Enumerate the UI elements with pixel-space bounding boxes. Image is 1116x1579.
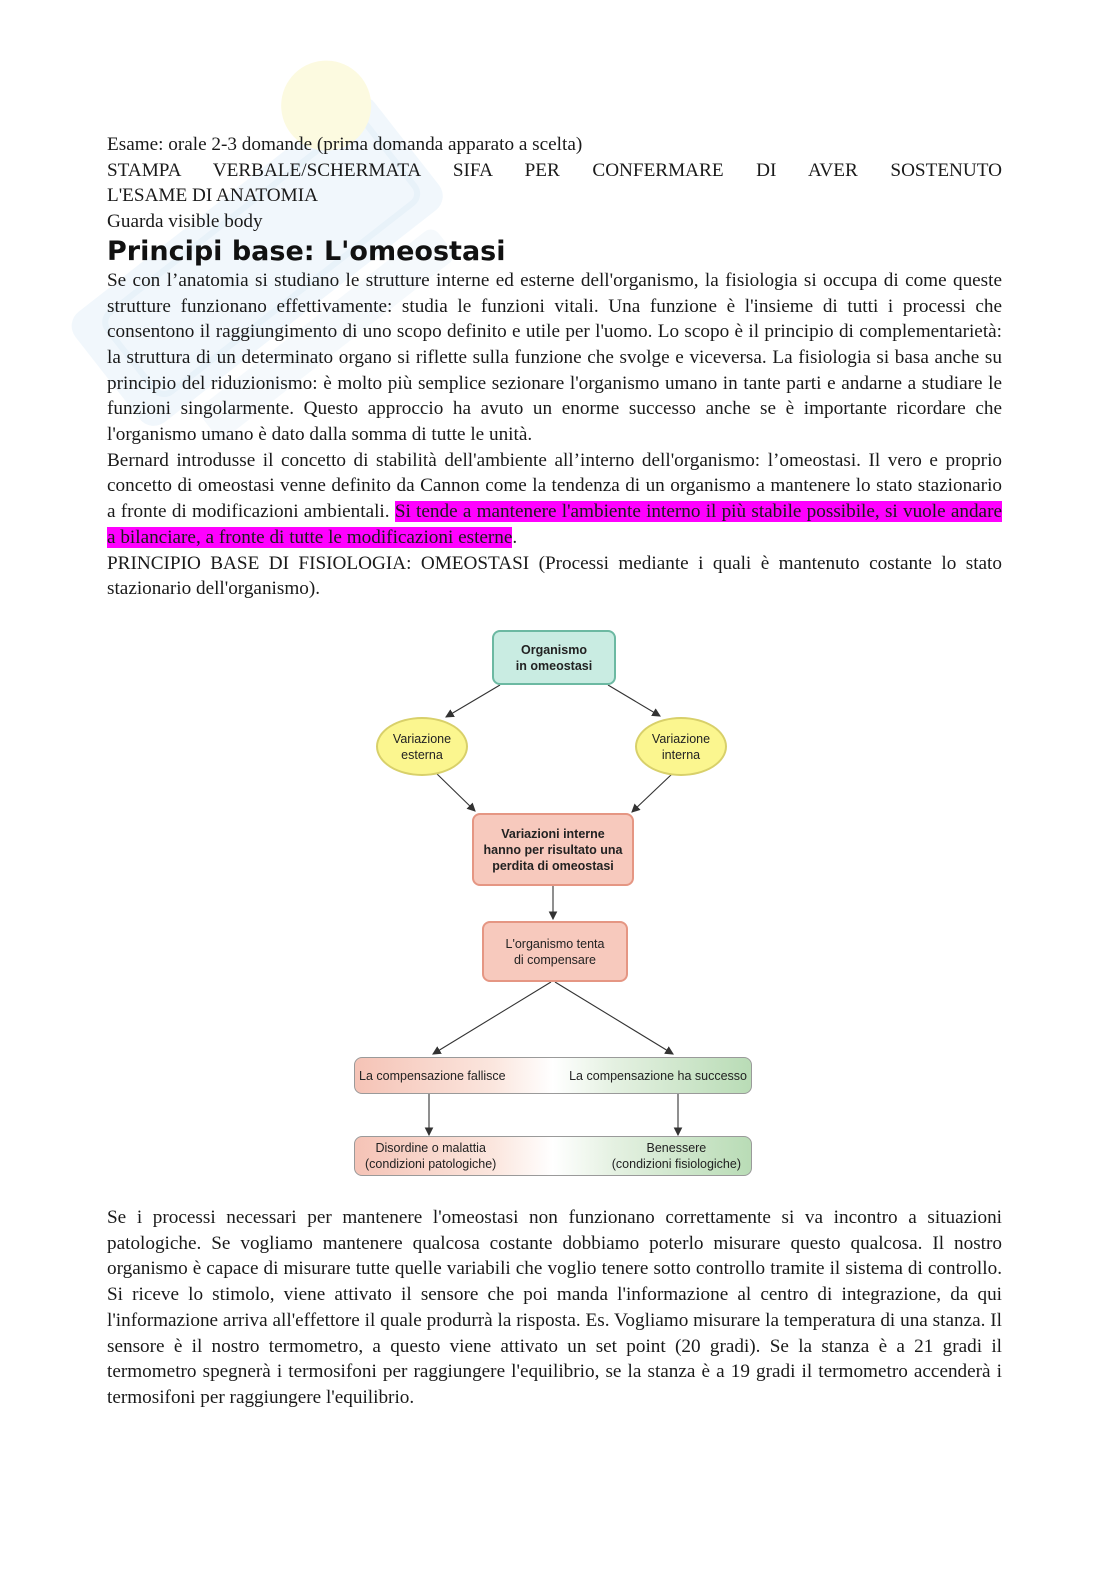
- node-esterna-line2: esterna: [401, 747, 443, 762]
- node-interna-line1: Variazione: [651, 731, 711, 746]
- node-final-outcome: [354, 1136, 752, 1176]
- highlighted-text: Si tende a mantenere l'ambiente interno il più stabile possibile, si vuole andare a bilanciare, a fronte di tutte le modificazioni esterne: [107, 501, 1002, 548]
- node-organismo-line2: in omeostasi: [515, 658, 593, 673]
- main-text-continued: [107, 1205, 1002, 1411]
- visible-body-note: Guarda visible body: [107, 211, 263, 233]
- label-benessere: Benessere: [646, 1141, 707, 1155]
- node-compensate-line2: di compensare: [513, 952, 596, 967]
- paragraph-omeostasi: [107, 448, 1002, 551]
- exam-info-line: Esame: orale 2-3 domande (prima domanda apparato a scelta): [107, 134, 583, 155]
- node-variazione-interna: [635, 717, 727, 776]
- paragraph-omeostasi-end: .: [512, 526, 518, 548]
- arrow-to-success: [555, 982, 673, 1054]
- node-esterna-line1: Variazione: [392, 731, 452, 746]
- section-title: Principi base: L'omeostasi: [107, 235, 506, 267]
- label-disordine: Disordine o malattia: [375, 1141, 486, 1155]
- label-compensazione-fallisce: La compensazione fallisce: [359, 1068, 506, 1083]
- arrow-left-down: [435, 772, 475, 811]
- main-text: [107, 132, 1002, 602]
- print-instruction-line-2: L'ESAME DI ANATOMIA: [107, 185, 318, 207]
- arrow-top-left: [446, 685, 500, 717]
- paragraph-omeostasi-text: Bernard introdusse il concetto di stabilità dell'ambiente all’interno dell'organismo: l’omeostasi. Il vero e proprio concetto di omeostasi venne definito da Cannon come la tendenza di un organismo a mantenere lo stato stazionario a fronte di modificazioni ambientali.: [107, 449, 1002, 523]
- node-loss-line3: perdita di omeostasi: [492, 858, 614, 873]
- label-condizioni-fisiologiche: (condizioni fisiologiche): [611, 1157, 741, 1171]
- node-organismo-omeostasi: [492, 630, 616, 685]
- arrow-right-down: [632, 774, 672, 812]
- arrow-top-right: [608, 685, 660, 716]
- node-perdita-omeostasi: [472, 813, 634, 886]
- node-variazione-esterna: [376, 717, 468, 776]
- print-instruction-line: STAMPA VERBALE/SCHERMATA SIFA PER CONFERMARE DI AVER SOSTENUTO: [107, 159, 1002, 181]
- arrow-to-fail: [433, 982, 551, 1054]
- node-compensate-line1: L'organismo tenta: [505, 936, 605, 951]
- paragraph-principle: PRINCIPIO BASE DI FISIOLOGIA: OMEOSTASI (Processi mediante i quali è mantenuto costante lo stato stazionario dell'organismo).: [107, 552, 1002, 600]
- node-compensare: [482, 921, 628, 982]
- omeostasi-flow-diagram: [350, 628, 760, 1180]
- label-condizioni-patologiche: (condizioni patologiche): [365, 1157, 497, 1171]
- paragraph-control-system: Se i processi necessari per mantenere l'omeostasi non funzionano correttamente si va incontro a situazioni patologiche. Se vogliamo mantenere qualcosa costante dobbiamo poterlo misurare questo qualcosa. Il nostro organismo è capace di misurare tutte quelle variabili che voglio tenere sotto controllo tramite il sistema di controllo. Si riceve lo stimolo, viene attivato il sensore che poi manda l'informazione al centro di integrazione, da qui l'informazione arriva all'effettore il quale produrrà la risposta. Es. Vogliamo misurare la temperatura di una stanza. Il sensore è il nostro termometro, a questo viene attivato un set point (20 gradi). Se la stanza è a 21 gradi il termometro spegnerà i termosifoni per raggiungere l'equilibrio, se la stanza è a 19 gradi il termometro accenderà i termosifoni per raggiungere l'equilibrio.: [107, 1207, 1002, 1408]
- label-compensazione-successo: La compensazione ha successo: [569, 1068, 747, 1083]
- diagram-arrows: [350, 628, 760, 1180]
- paragraph-anatomy-physiology: Se con l’anatomia si studiano le strutture interne ed esterne dell'organismo, la fisiologia si occupa di come queste strutture funzionano effettivamente: studia le funzioni vitali. Una funzione è l'insieme di tutti i processi che consentono il raggiungimento di uno scopo definito e utile per l'uomo. Lo scopo è il principio di complementarietà: la struttura di un determinato organo si riflette sulla funzione che svolge e viceversa. La fisiologia si basa anche su principio del riduzionismo: è molto più semplice sezionare l'organismo umano in tante parti e andarne a studiare le funzioni singolarmente. Questo approccio ha avuto un enorme successo anche se è importante ricordare che l'organismo umano è dato dalla somma di tutte le unità.: [107, 269, 1002, 446]
- node-loss-line1: Variazioni interne: [501, 826, 605, 841]
- node-interna-line2: interna: [661, 747, 701, 762]
- node-loss-line2: hanno per risultato una: [483, 842, 623, 857]
- node-compensation-outcome: [354, 1057, 752, 1094]
- node-organismo-line1: Organismo: [520, 642, 587, 657]
